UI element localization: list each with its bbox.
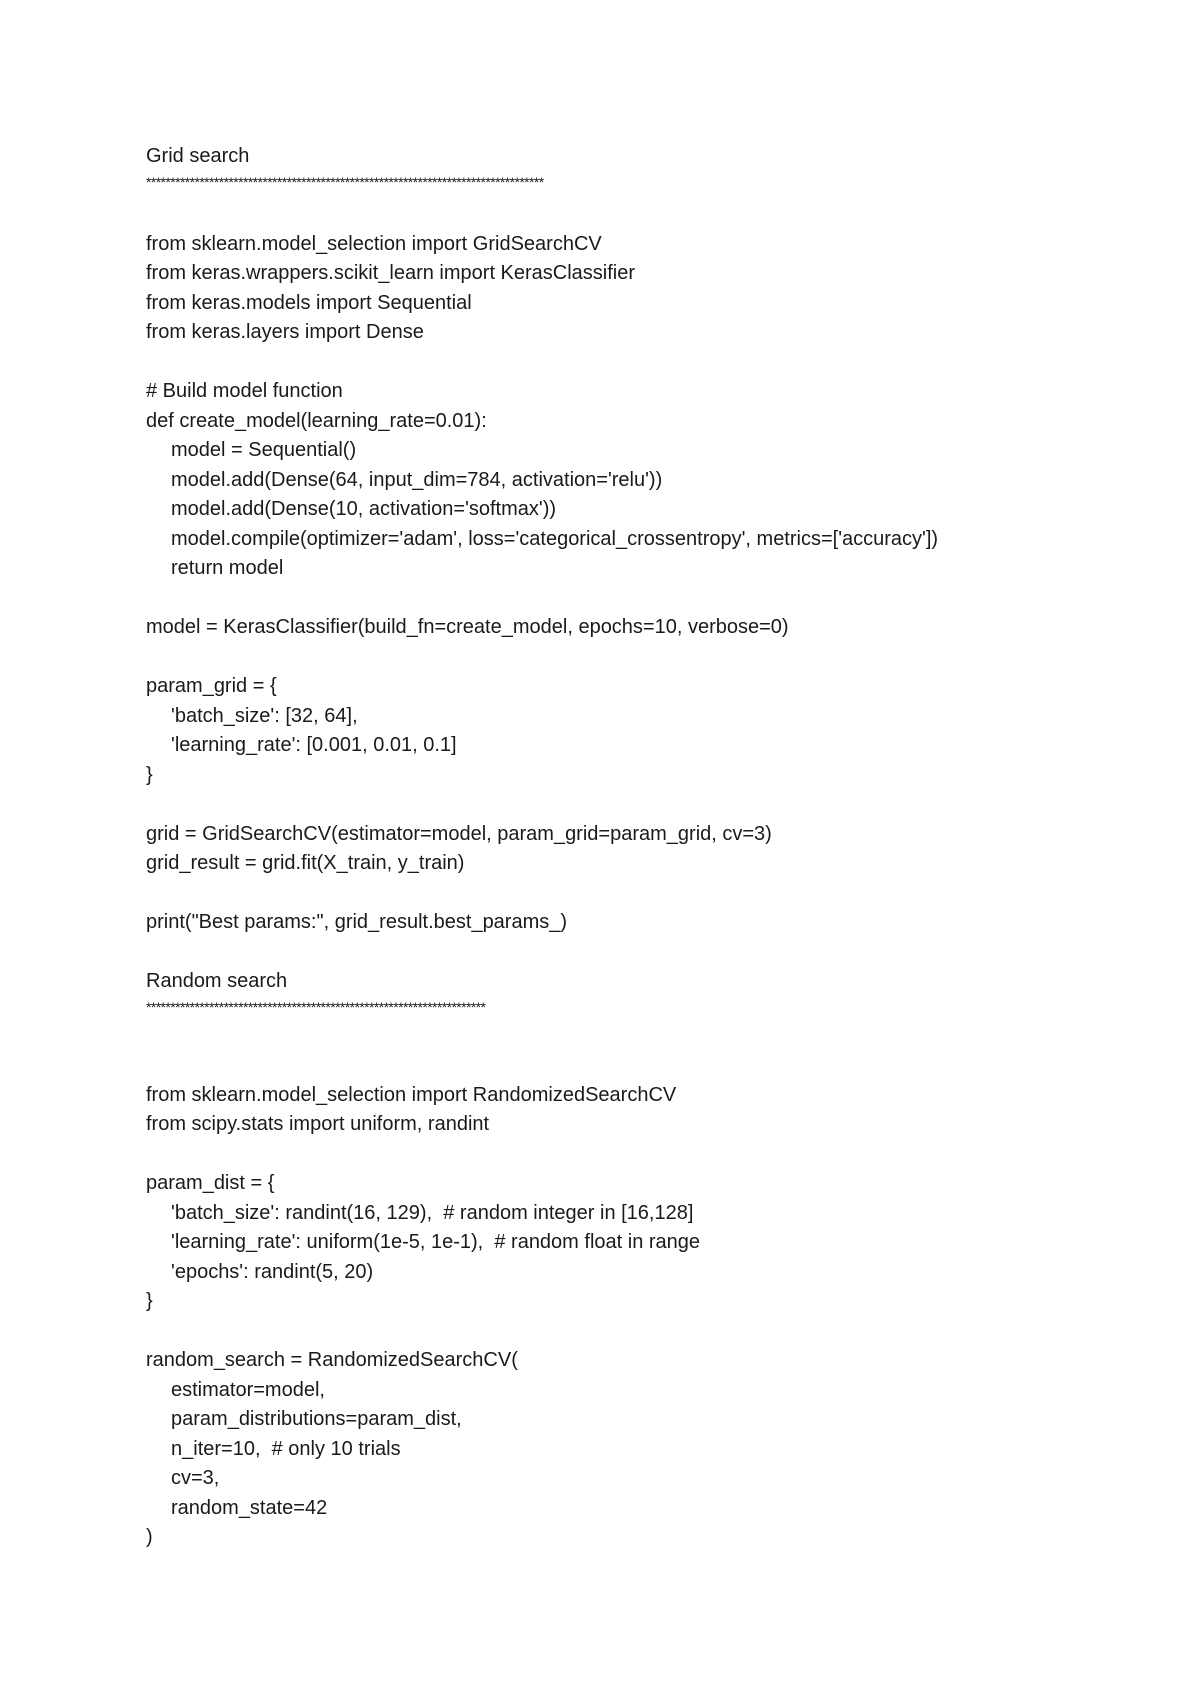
param-dist-item: 'batch_size': randint(16, 129), # random integer in [16,128] xyxy=(171,1201,694,1224)
import-line: from sklearn.model_selection import RandomizedSearchCV xyxy=(146,1083,677,1106)
param-dist-item: 'learning_rate': uniform(1e-5, 1e-1), # random float in range xyxy=(171,1231,701,1253)
param-dist-item: 'epochs': randint(5, 20) xyxy=(171,1260,374,1283)
random-search-arg: estimator=model, xyxy=(171,1378,325,1401)
random-search-heading: Random search xyxy=(146,970,288,992)
import-line: from keras.layers import Dense xyxy=(146,321,424,343)
spacer xyxy=(146,584,1146,614)
param-grid-item: 'learning_rate': [0.001, 0.01, 0.1] xyxy=(171,734,457,756)
param-grid-close: } xyxy=(146,763,153,786)
param-dist-close: } xyxy=(146,1290,153,1312)
import-line: from keras.wrappers.scikit_learn import KerasClassifier xyxy=(146,262,636,284)
import-line: from sklearn.model_selection import GridSearchCV xyxy=(146,232,602,255)
spacer xyxy=(146,1021,1146,1081)
code-comment: # Build model function xyxy=(146,380,343,402)
spacer xyxy=(146,1317,1146,1347)
random-search-arg: n_iter=10, # only 10 trials xyxy=(171,1437,401,1460)
random-search-arg: param_distributions=param_dist, xyxy=(171,1408,462,1430)
spacer xyxy=(146,643,1146,673)
function-body-line: model = Sequential() xyxy=(171,439,357,461)
import-line: from keras.models import Sequential xyxy=(146,291,472,314)
random-search-arg: cv=3, xyxy=(171,1467,220,1489)
function-def: def create_model(learning_rate=0.01): xyxy=(146,409,487,432)
function-body-line: return model xyxy=(171,557,284,579)
function-body-line: model.add(Dense(10, activation='softmax')) xyxy=(171,498,557,520)
print-line: print("Best params:", grid_result.best_params_) xyxy=(146,911,568,933)
spacer xyxy=(146,938,1146,968)
random-search-arg: random_state=42 xyxy=(171,1496,328,1519)
function-body-line: model.compile(optimizer='adam', loss='categorical_crossentropy', metrics=['accuracy']) xyxy=(171,527,939,550)
param-grid-item: 'batch_size': [32, 64], xyxy=(171,704,358,727)
spacer xyxy=(146,790,1146,820)
function-body-line: model.add(Dense(64, input_dim=784, activation='relu')) xyxy=(171,468,663,491)
grid-search-heading: Grid search xyxy=(146,145,250,167)
param-dist-open: param_dist = { xyxy=(146,1172,275,1194)
grid-fit-line: grid_result = grid.fit(X_train, y_train) xyxy=(146,852,465,874)
grid-search-separator: ********************************************************************************** xyxy=(146,173,544,190)
spacer xyxy=(146,1140,1146,1170)
random-search-open: random_search = RandomizedSearchCV( xyxy=(146,1349,518,1371)
spacer xyxy=(146,196,1146,230)
spacer xyxy=(146,348,1146,378)
spacer xyxy=(146,879,1146,909)
param-grid-open: param_grid = { xyxy=(146,675,277,697)
document-body xyxy=(146,142,1146,1553)
random-search-close: ) xyxy=(146,1526,153,1548)
random-search-separator: ********************************************************************** xyxy=(146,998,486,1015)
import-line: from scipy.stats import uniform, randint xyxy=(146,1113,490,1135)
grid-search-line: grid = GridSearchCV(estimator=model, param_grid=param_grid, cv=3) xyxy=(146,822,772,845)
model-definition: model = KerasClassifier(build_fn=create_model, epochs=10, verbose=0) xyxy=(146,616,789,638)
